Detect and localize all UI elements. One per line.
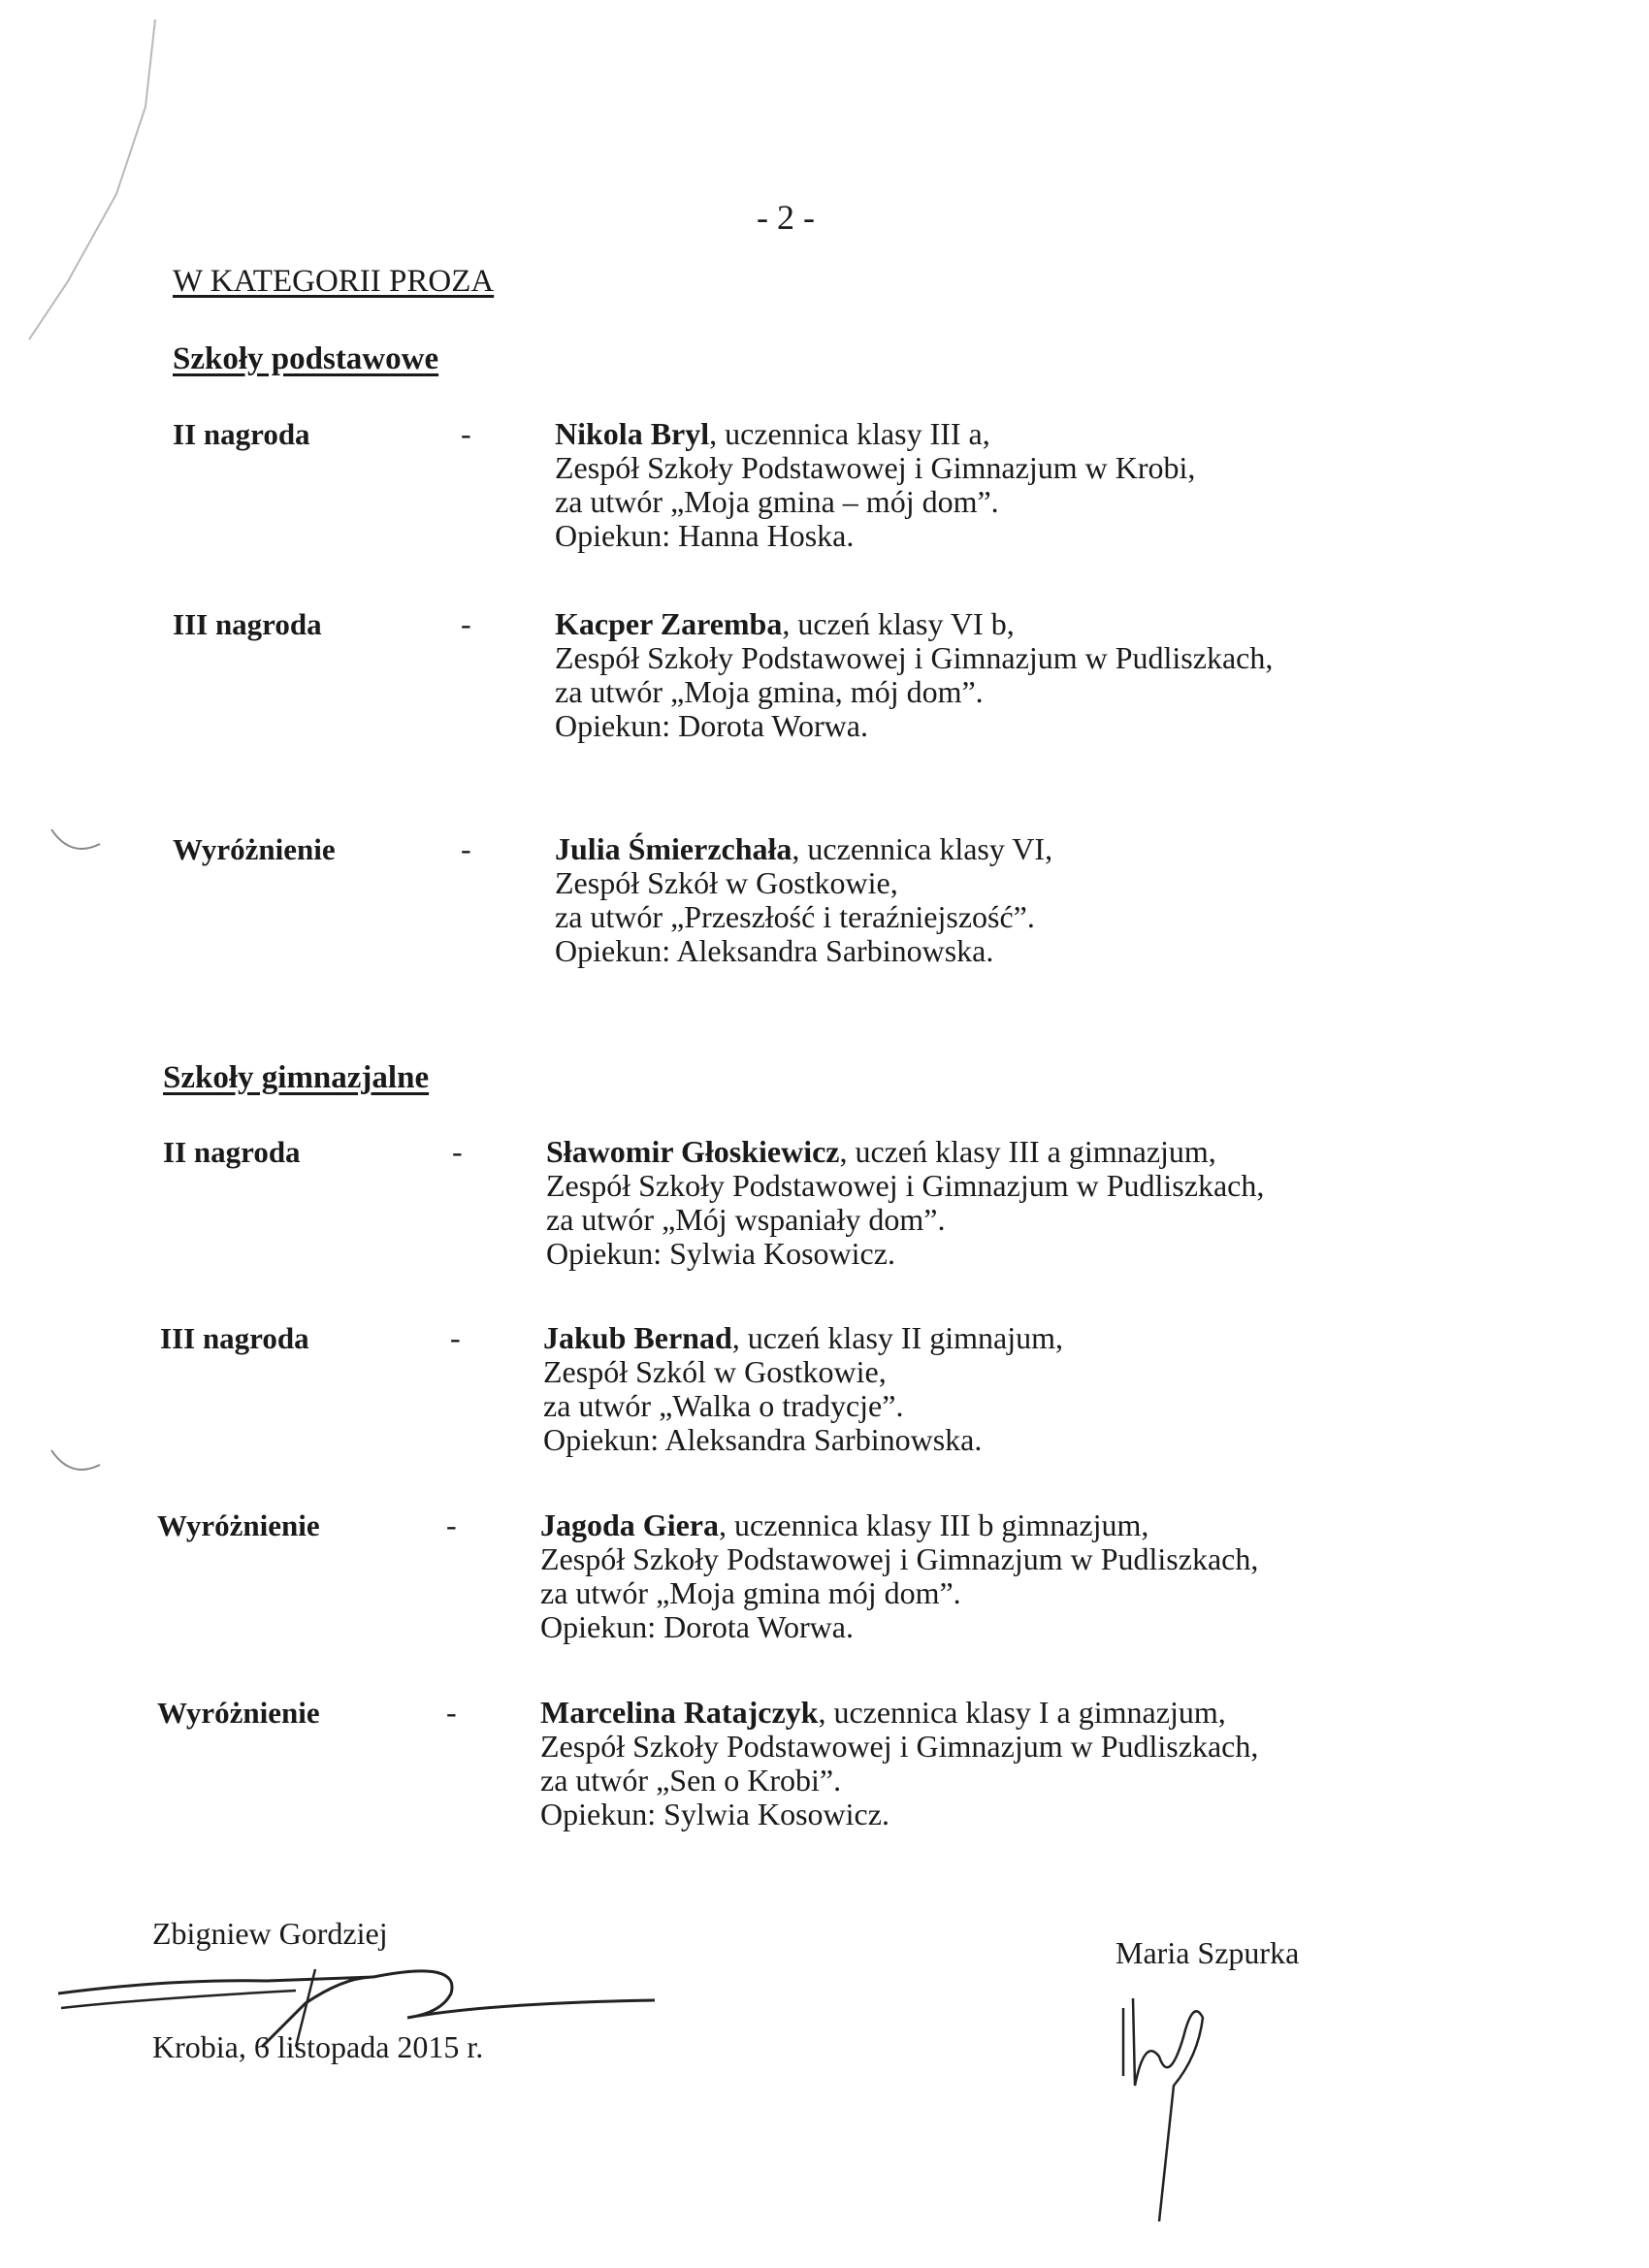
tutor-name: Opiekun: Sylwia Kosowicz.: [540, 1797, 889, 1831]
work-title: za utwór „Moja gmina mój dom”.: [540, 1575, 961, 1610]
school-name: Zespół Szkoły Podstawowej i Gimnazjum w Krobi,: [555, 450, 1196, 485]
section-title-primary: Szkoły podstawowe: [173, 341, 439, 376]
award-label: Wyróżnienie: [157, 1696, 320, 1730]
right-signature: [1106, 1979, 1222, 2251]
category-heading: W KATEGORII PROZA: [173, 264, 495, 299]
work-title: za utwór „Przeszłość i teraźniejszość”.: [555, 899, 1035, 934]
tutor-name: Opiekun: Aleksandra Sarbinowska.: [555, 933, 994, 968]
school-name: Zespół Szkoły Podstawowej i Gimnazjum w Pudliszkach,: [540, 1541, 1259, 1576]
tutor-name: Opiekun: Dorota Worwa.: [540, 1609, 854, 1644]
school-name: Zespół Szkoły Podstawowej i Gimnazjum w Pudliszkach,: [546, 1168, 1265, 1203]
work-title: za utwór „Sen o Krobi”.: [540, 1763, 842, 1798]
winner-name: Kacper Zaremba: [555, 606, 783, 641]
school-name: Zespół Szkoły Podstawowej i Gimnazjum w Pudliszkach,: [555, 640, 1274, 675]
school-name: Zespół Szkoły Podstawowej i Gimnazjum w Pudliszkach,: [540, 1729, 1259, 1764]
winner-class: , uczennica klasy I a gimnazjum,: [818, 1695, 1226, 1730]
dash: -: [452, 1134, 463, 1169]
work-title: za utwór „Moja gmina, mój dom”.: [555, 674, 984, 709]
award-details: [540, 1696, 1258, 1831]
award-details: [543, 1321, 1063, 1457]
winner-class: , uczeń klasy VI b,: [782, 606, 1015, 641]
winner-class: , uczeń klasy II gimnajum,: [731, 1320, 1063, 1355]
dash: -: [446, 1507, 457, 1542]
award-label: II nagroda: [173, 417, 310, 451]
award-label: Wyróżnienie: [173, 832, 336, 866]
section-title-secondary: Szkoły gimnazjalne: [163, 1060, 430, 1095]
work-title: za utwór „Mój wspaniały dom”.: [546, 1202, 946, 1237]
school-name: Zespół Szkół w Gostkowie,: [555, 865, 898, 900]
award-label: III nagroda: [173, 607, 322, 641]
tutor-name: Opiekun: Sylwia Kosowicz.: [546, 1236, 895, 1271]
award-details: [546, 1135, 1264, 1271]
award-label: III nagroda: [160, 1321, 309, 1355]
winner-name: Marcelina Ratajczyk: [540, 1695, 819, 1730]
punch-hole-mark-top: [47, 825, 105, 863]
dash: -: [461, 831, 471, 866]
award-label: II nagroda: [163, 1135, 301, 1169]
winner-class: , uczennica klasy III b gimnazjum,: [718, 1507, 1149, 1542]
award-details: [540, 1508, 1258, 1644]
winner-name: Nikola Bryl: [555, 416, 710, 451]
scan-edge-line: [0, 0, 194, 349]
page-number: - 2 -: [757, 198, 815, 237]
work-title: za utwór „Moja gmina – mój dom”.: [555, 484, 999, 519]
left-signatory-name: Zbigniew Gordziej: [152, 1916, 388, 1951]
winner-name: Jakub Bernad: [543, 1320, 732, 1355]
award-details: [555, 417, 1195, 553]
award-label: Wyróżnienie: [157, 1508, 320, 1542]
dash: -: [446, 1695, 457, 1730]
tutor-name: Opiekun: Aleksandra Sarbinowska.: [543, 1422, 983, 1457]
work-title: za utwór „Walka o tradycje”.: [543, 1388, 904, 1423]
winner-name: Julia Śmierzchała: [555, 831, 792, 866]
winner-class: , uczennica klasy III a,: [709, 416, 990, 451]
winner-class: , uczeń klasy III a gimnazjum,: [839, 1134, 1216, 1169]
place-and-date: Krobia, 6 listopada 2015 r.: [152, 2029, 484, 2064]
tutor-name: Opiekun: Dorota Worwa.: [555, 708, 868, 743]
punch-hole-mark-bottom: [47, 1445, 105, 1484]
award-details: [555, 832, 1052, 968]
tutor-name: Opiekun: Hanna Hoska.: [555, 518, 855, 553]
dash: -: [461, 416, 471, 451]
school-name: Zespół Szkól w Gostkowie,: [543, 1354, 887, 1389]
winner-name: Sławomir Głoskiewicz: [546, 1134, 840, 1169]
dash: -: [461, 606, 471, 641]
dash: -: [450, 1320, 461, 1355]
award-details: [555, 607, 1273, 743]
right-signatory-name: Maria Szpurka: [1116, 1935, 1300, 1970]
winner-class: , uczennica klasy VI,: [792, 831, 1053, 866]
winner-name: Jagoda Giera: [540, 1507, 719, 1542]
